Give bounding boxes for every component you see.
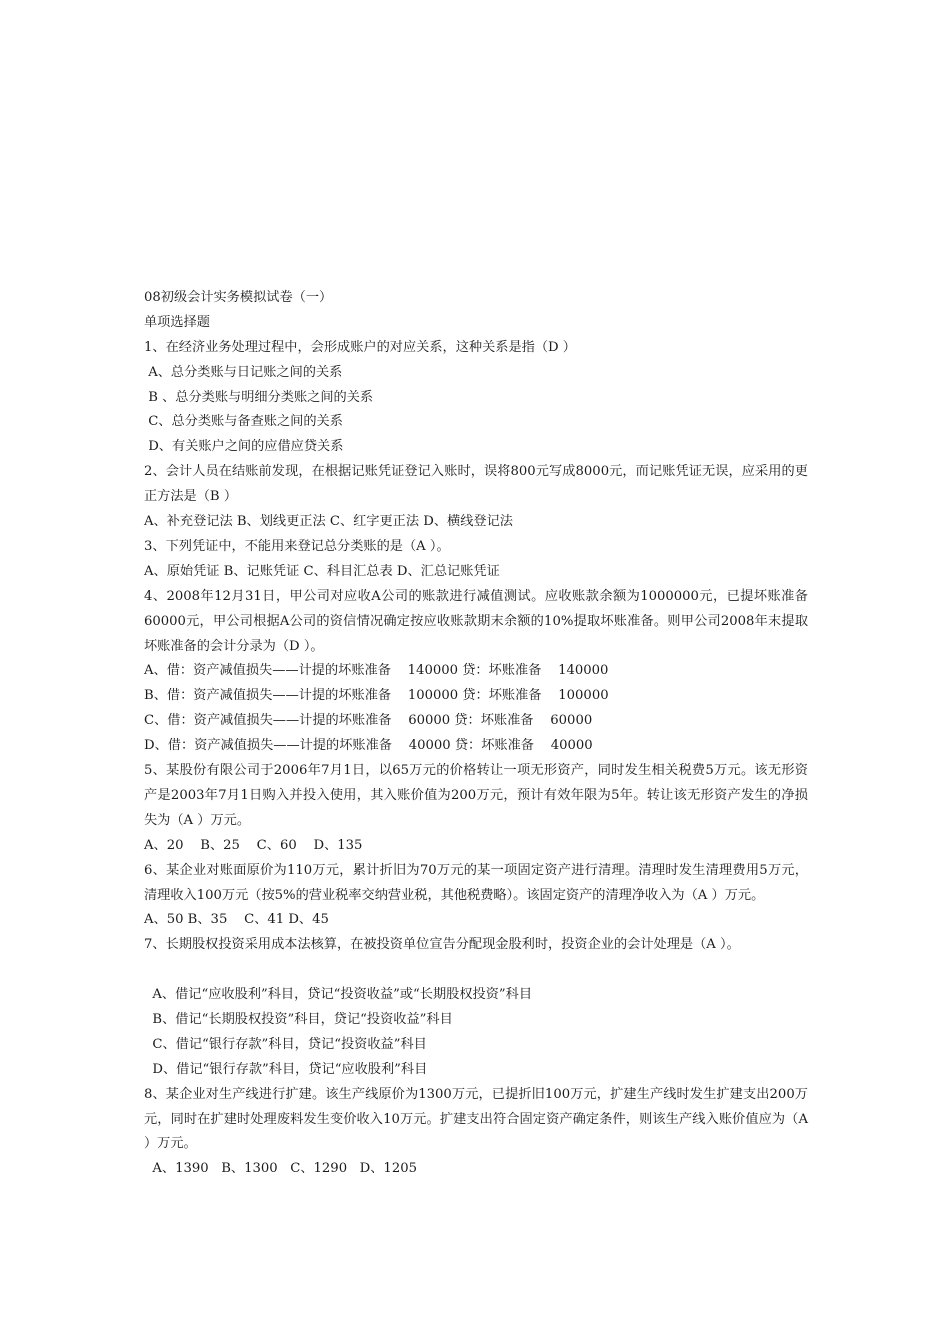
question-stem: 2、会计人员在结账前发现，在根据记账凭证登记入账时，误将800元写成8000元，而记账凭证无误，应采用的更正方法是（B ）: [144, 464, 808, 505]
answer-option: B 、总分类账与明细分类账之间的关系: [144, 389, 374, 405]
question-stem: 6、某企业对账面原价为110万元，累计折旧为70万元的某一项固定资产进行清理。清理时发生清理费用5万元，清理收入100万元（按5%的营业税率交纳营业税，其他税费略）。该固定资产的清理净收入为（A ）万元。: [144, 862, 808, 903]
question-7: [144, 933, 808, 1082]
answer-options: A、20 B、25 C、60 D、135: [144, 837, 363, 853]
answer-option: A、借记“应收股利”科目，贷记“投资收益”或“长期股权投资”科目: [144, 987, 533, 1003]
answer-options: A、补充登记法 B、划线更正法 C、红字更正法 D、横线登记法: [144, 514, 513, 530]
answer-options: A、50 B、35 C、41 D、45: [144, 912, 329, 928]
question-8: [144, 1083, 808, 1183]
question-2: [144, 460, 808, 535]
answer-option: C、借记“银行存款”科目，贷记“投资收益”科目: [144, 1036, 427, 1052]
question-stem: 1、在经济业务处理过程中，会形成账户的对应关系，这种关系是指（D ）: [144, 339, 576, 355]
question-stem: 8、某企业对生产线进行扩建。该生产线原价为1300万元，已提折旧100万元，扩建生产线时发生扩建支出200万元，同时在扩建时处理废料发生变价收入10万元。扩建支出符合固定资产确定条件，则该生产线入账价值应为（A ）万元。: [144, 1086, 808, 1152]
document-title: 08初级会计实务模拟试卷（一）: [144, 290, 333, 305]
blank-line: [144, 958, 808, 983]
answer-option: C、借：资产减值损失——计提的坏账准备 60000 贷：坏账准备 60000: [144, 713, 593, 729]
question-5: [144, 759, 808, 859]
question-6: [144, 859, 808, 934]
answer-options: A、原始凭证 B、记账凭证 C、科目汇总表 D、汇总记账凭证: [144, 563, 500, 579]
answer-option: D、借：资产减值损失——计提的坏账准备 40000 贷：坏账准备 40000: [144, 738, 593, 754]
answer-option: D、借记“银行存款”科目，贷记“应收股利”科目: [144, 1061, 428, 1077]
question-stem: 5、某股份有限公司于2006年7月1日，以65万元的价格转让一项无形资产，同时发生相关税费5万元。该无形资产是2003年7月1日购入并投入使用，其入账价值为200万元，预计有效年限为5年。转让该无形资产发生的净损失为（A ）万元。: [144, 763, 808, 828]
answer-options: A、1390 B、1300 C、1290 D、1205: [144, 1161, 417, 1177]
answer-option: A、借：资产减值损失——计提的坏账准备 140000 贷：坏账准备 140000: [144, 663, 609, 679]
answer-option: B、借记“长期股权投资”科目，贷记“投资收益”科目: [144, 1011, 453, 1027]
question-stem: 3、下列凭证中，不能用来登记总分类账的是（A ）。: [144, 538, 450, 554]
answer-option: D、有关账户之间的应借应贷关系: [144, 439, 344, 455]
answer-option: A、总分类账与日记账之间的关系: [144, 364, 343, 380]
question-stem: 4、2008年12月31日，甲公司对应收A公司的账款进行减值测试。应收账款余额为1000000元，已提坏账准备60000元，甲公司根据A公司的资信情况确定按应收账款期末余额的10%提取坏账准备。则甲公司2008年末提取坏账准备的会计分录为（D ）。: [144, 588, 808, 654]
question-4: [144, 585, 808, 759]
section-heading: 单项选择题: [144, 314, 210, 330]
answer-option: B、借：资产减值损失——计提的坏账准备 100000 贷：坏账准备 100000: [144, 688, 609, 704]
answer-option: C、总分类账与备查账之间的关系: [144, 414, 343, 430]
document-page: [144, 286, 808, 1182]
question-stem: 7、长期股权投资采用成本法核算，在被投资单位宣告分配现金股利时，投资企业的会计处理是（A ）。: [144, 937, 740, 953]
question-3: [144, 535, 808, 585]
question-1: [144, 336, 808, 460]
